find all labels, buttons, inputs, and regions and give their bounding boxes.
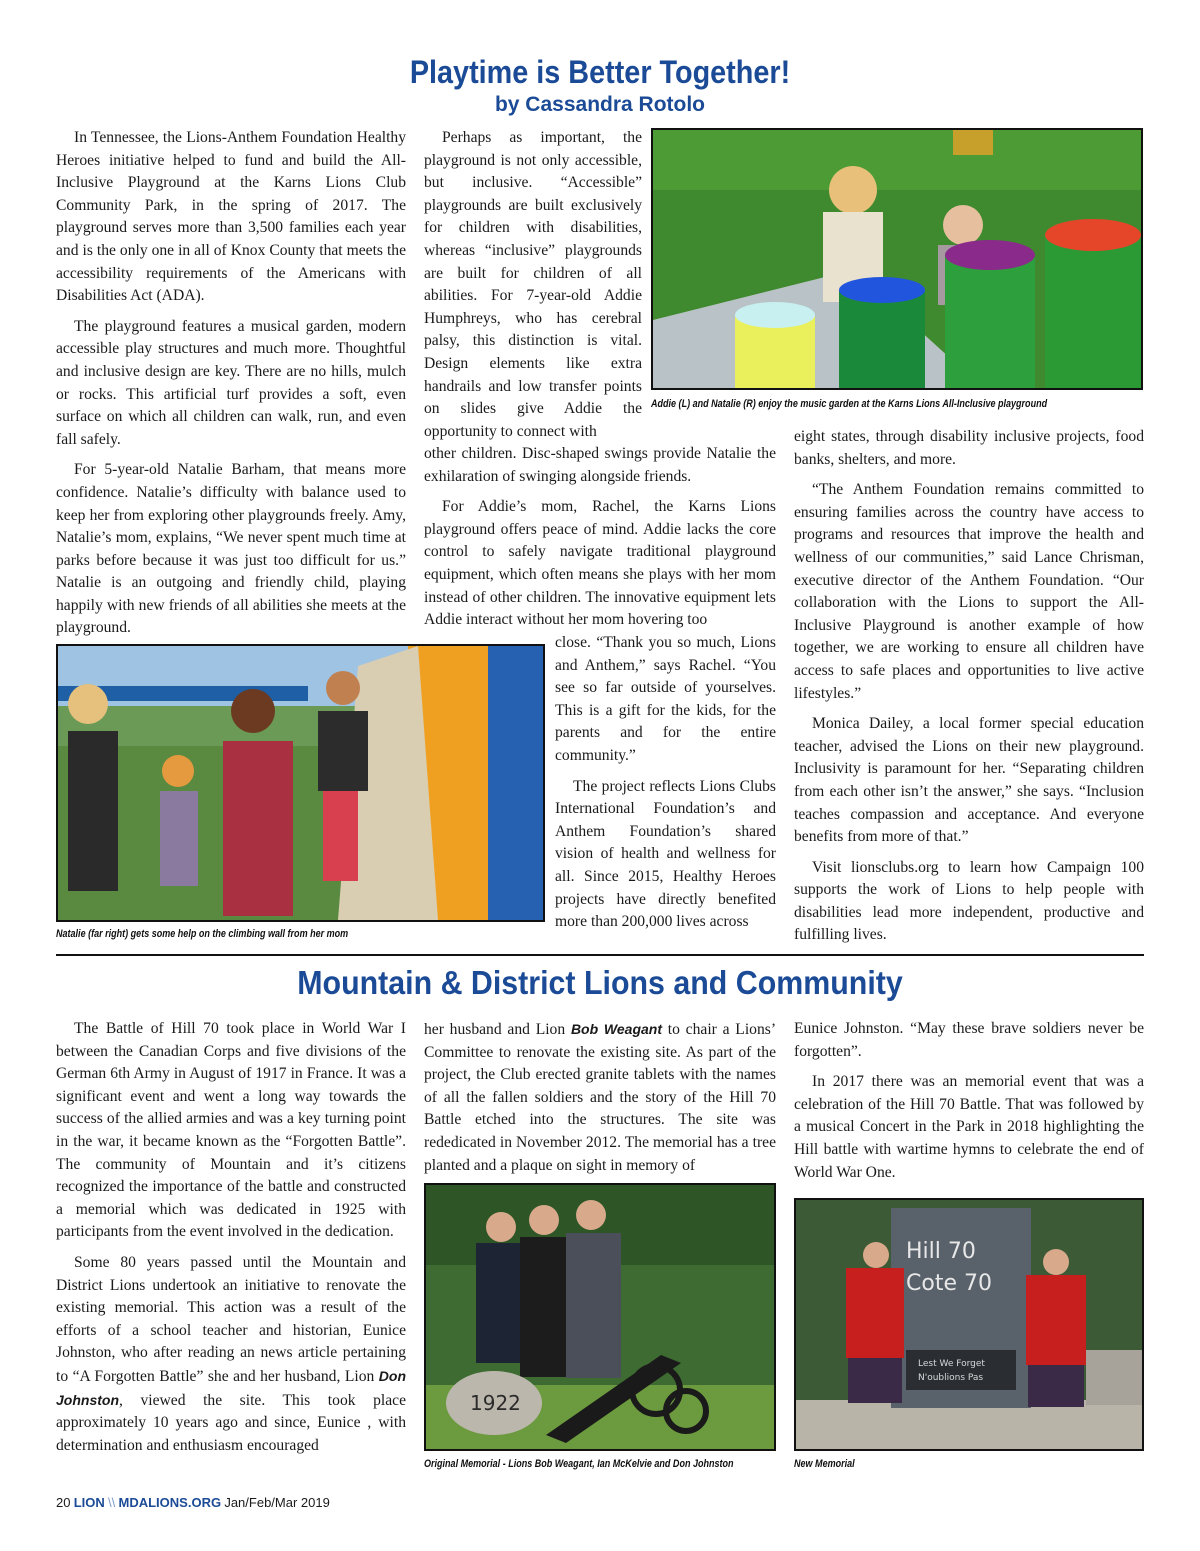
- paragraph: In 2017 there was an memorial event that was a celebration of the Hill 70 Battle. That was followed by a musical Concert in the Park in 2018 highlighting the Hill battle with wartime hymns to celebrate the end of World War One.: [794, 1073, 1144, 1181]
- page-footer: [56, 1495, 330, 1511]
- original-memorial-photo: [424, 1183, 776, 1451]
- paragraph-text: to chair a Lions’ Committee to renovate the existing site. As part of the project, the Club erected granite tablets with the names of all the fallen soldiers and the story of the Hill 70 Battle etched into the structures. The site was rededicated in November 2012. The memorial has a tree planted and a plaque on sight in memory of: [424, 1021, 777, 1174]
- music-garden-caption: Addie (L) and Natalie (R) enjoy the music garden at the Karns Lions All-Inclusive playground: [651, 398, 1048, 410]
- paragraph-text: Some 80 years passed until the Mountain and District Lions undertook an initiative to renovate the existing memorial. This action was a result of the efforts of a school teacher and historian, Eunice Johnston, who after reading an news article pertaining to “A Forgotten Battle” she and her husband, Lion: [56, 1253, 406, 1385]
- paragraph: The Battle of Hill 70 took place in World War I between the Canadian Corps and five divisions of the German 6th Army in August of 1917 in France. It was a significant event and went a long way towards the success of the allied armies and was a key turning point in the war, it became known as the “Forgotten Battle”. The community of Mountain and it’s citizens recognized the importance of the battle and constructed a memorial which was dedicated in 1925 with participants from the event involved in the dedication.: [56, 1020, 406, 1241]
- paragraph: [56, 1252, 406, 1457]
- new-memorial-illustration: [796, 1200, 1142, 1449]
- monument-line: Cote 70: [906, 1271, 992, 1296]
- paragraph: The project reflects Lions Clubs International Foundation’s and Anthem Foundation’s shared vision of health and wellness for all. Since 2015, Healthy Heroes projects have directly benefited more than 200,000 lives across: [555, 777, 776, 931]
- monument-line: Hill 70: [906, 1239, 976, 1264]
- music-garden-photo: [651, 128, 1143, 390]
- paragraph: “The Anthem Foundation remains committed to ensuring families across the country have access to programs and resources that improve the health and wellness of our communities,” said Lance Chrisman, executive director of the Anthem Foundation. “Our collaboration with the Lions to support the All-Inclusive Playground is another example of how together, we are working to ensure all children have access to safe places and opportunities to live active lifestyles.”: [794, 481, 1144, 702]
- new-memorial-caption: New Memorial: [794, 1458, 855, 1470]
- article1-title: Playtime is Better Together!: [409, 54, 791, 90]
- climbing-wall-photo: [56, 644, 545, 922]
- music-garden-illustration: [653, 130, 1141, 388]
- article1-column-3: [794, 426, 1144, 955]
- paragraph: [424, 1018, 776, 1177]
- monument-plaque-line: N'oublions Pas: [918, 1373, 984, 1383]
- stone-date: 1922: [470, 1391, 521, 1415]
- paragraph: In Tennessee, the Lions-Anthem Foundation Healthy Heroes initiative helped to fund and build the All-Inclusive Playground at the Karns Lions Club Community Park, in the spring of 2017. The playground serves more than 3,500 families each year and is the only one in all of Knox County that meets the accessibility requirements of the Americans with Disabilities Act (ADA).: [56, 129, 406, 305]
- monument-plaque-line: Lest We Forget: [918, 1359, 985, 1369]
- article1-column-1: [56, 127, 406, 648]
- climbing-wall-caption: Natalie (far right) gets some help on the climbing wall from her mom: [56, 928, 349, 940]
- paragraph-text: her husband and Lion: [424, 1021, 566, 1038]
- paragraph: Eunice Johnston. “May these brave soldiers never be forgotten”.: [794, 1020, 1144, 1060]
- person-name: Bob Weagant: [570, 1021, 662, 1037]
- paragraph: Perhaps as important, the playground is not only accessible, but inclusive. “Accessible” playgrounds are built exclusively for children with disabilities, whereas “inclusive” playgrounds are built for children of all abilities. For 7-year-old Addie Humphreys, who has cerebral palsy, this distinction is vital. Design elements like extra handrails and low transfer points on slides give Addie the opportunity to connect with: [424, 129, 642, 440]
- article1-byline: by Cassandra Rotolo: [494, 93, 706, 116]
- paragraph: For Addie’s mom, Rachel, the Karns Lions playground offers peace of mind. Addie lacks the core control to safely navigate traditional playground equipment, which often means she plays with her mom instead of other children. The innovative equipment lets Addie interact without her mom hovering too: [424, 498, 776, 629]
- website-link[interactable]: MDALIONS.ORG: [118, 1495, 222, 1510]
- paragraph: Visit lionsclubs.org to learn how Campaign 100 supports the work of Lions to help people with disabilities lead more independent, productive and fulfilling lives.: [794, 858, 1144, 944]
- article2-column-1: [56, 1018, 406, 1457]
- person-name: Don Johnston: [56, 1367, 406, 1408]
- climbing-wall-illustration: [58, 646, 543, 920]
- article1-column-2-narrow: [555, 632, 776, 942]
- paragraph: close. “Thank you so much, Lions and Anthem,” says Rachel. “You see so far outside of yourselves. This is a gift for the kids, for the parents and for the entire community.”: [555, 634, 776, 764]
- paragraph: For 5-year-old Natalie Barham, that means more confidence. Natalie’s difficulty with balance used to keep her from exploring other playgrounds freely. Amy, Natalie’s mom, explains, “We never spent much time at parks before because it was just too difficult for us.” Natalie is an outgoing and friendly child, playing happily with new friends of all abilities she meets at the playground.: [56, 461, 406, 637]
- original-memorial-illustration: [426, 1185, 774, 1449]
- footer-separator: \\: [108, 1495, 116, 1510]
- article2-title: Mountain & District Lions and Community: [297, 964, 903, 1001]
- article2-column-3: [794, 1018, 1144, 1192]
- paragraph: other children. Disc-shaped swings provide Natalie the exhilaration of swinging alongside friends.: [424, 445, 776, 485]
- article1-column-2-top: [424, 127, 642, 443]
- paragraph-text: , viewed the site. This took place approximately 10 years ago and since, Eunice , with determination and enthusiasm encouraged: [56, 1391, 406, 1454]
- original-memorial-caption: Original Memorial - Lions Bob Weagant, Ian McKelvie and Don Johnston: [424, 1458, 734, 1470]
- issue-date: Jan/Feb/Mar 2019: [224, 1495, 330, 1510]
- magazine-brand: LION: [73, 1495, 105, 1510]
- page-number: 20: [56, 1495, 71, 1510]
- paragraph: Monica Dailey, a local former special education teacher, advised the Lions on their new playground. Inclusivity is paramount for her. “Separating children from each other isn’t the answer,” she says. “Inclusion teaches compassion and acceptance. And everyone benefits from more of that.”: [794, 715, 1144, 846]
- article1-column-2-middle: [424, 443, 776, 632]
- new-memorial-photo: [794, 1198, 1144, 1451]
- paragraph: The playground features a musical garden, modern accessible play structures and much more. Thoughtful and inclusive design are key. There are no hills, mulch or rocks. This artificial turf provides a soft, even surface on which all children can walk, run, and even fall safely.: [56, 317, 406, 448]
- section-divider: [56, 954, 1144, 956]
- article2-column-2: [424, 1018, 776, 1177]
- paragraph: eight states, through disability inclusive projects, food banks, shelters, and more.: [794, 428, 1144, 468]
